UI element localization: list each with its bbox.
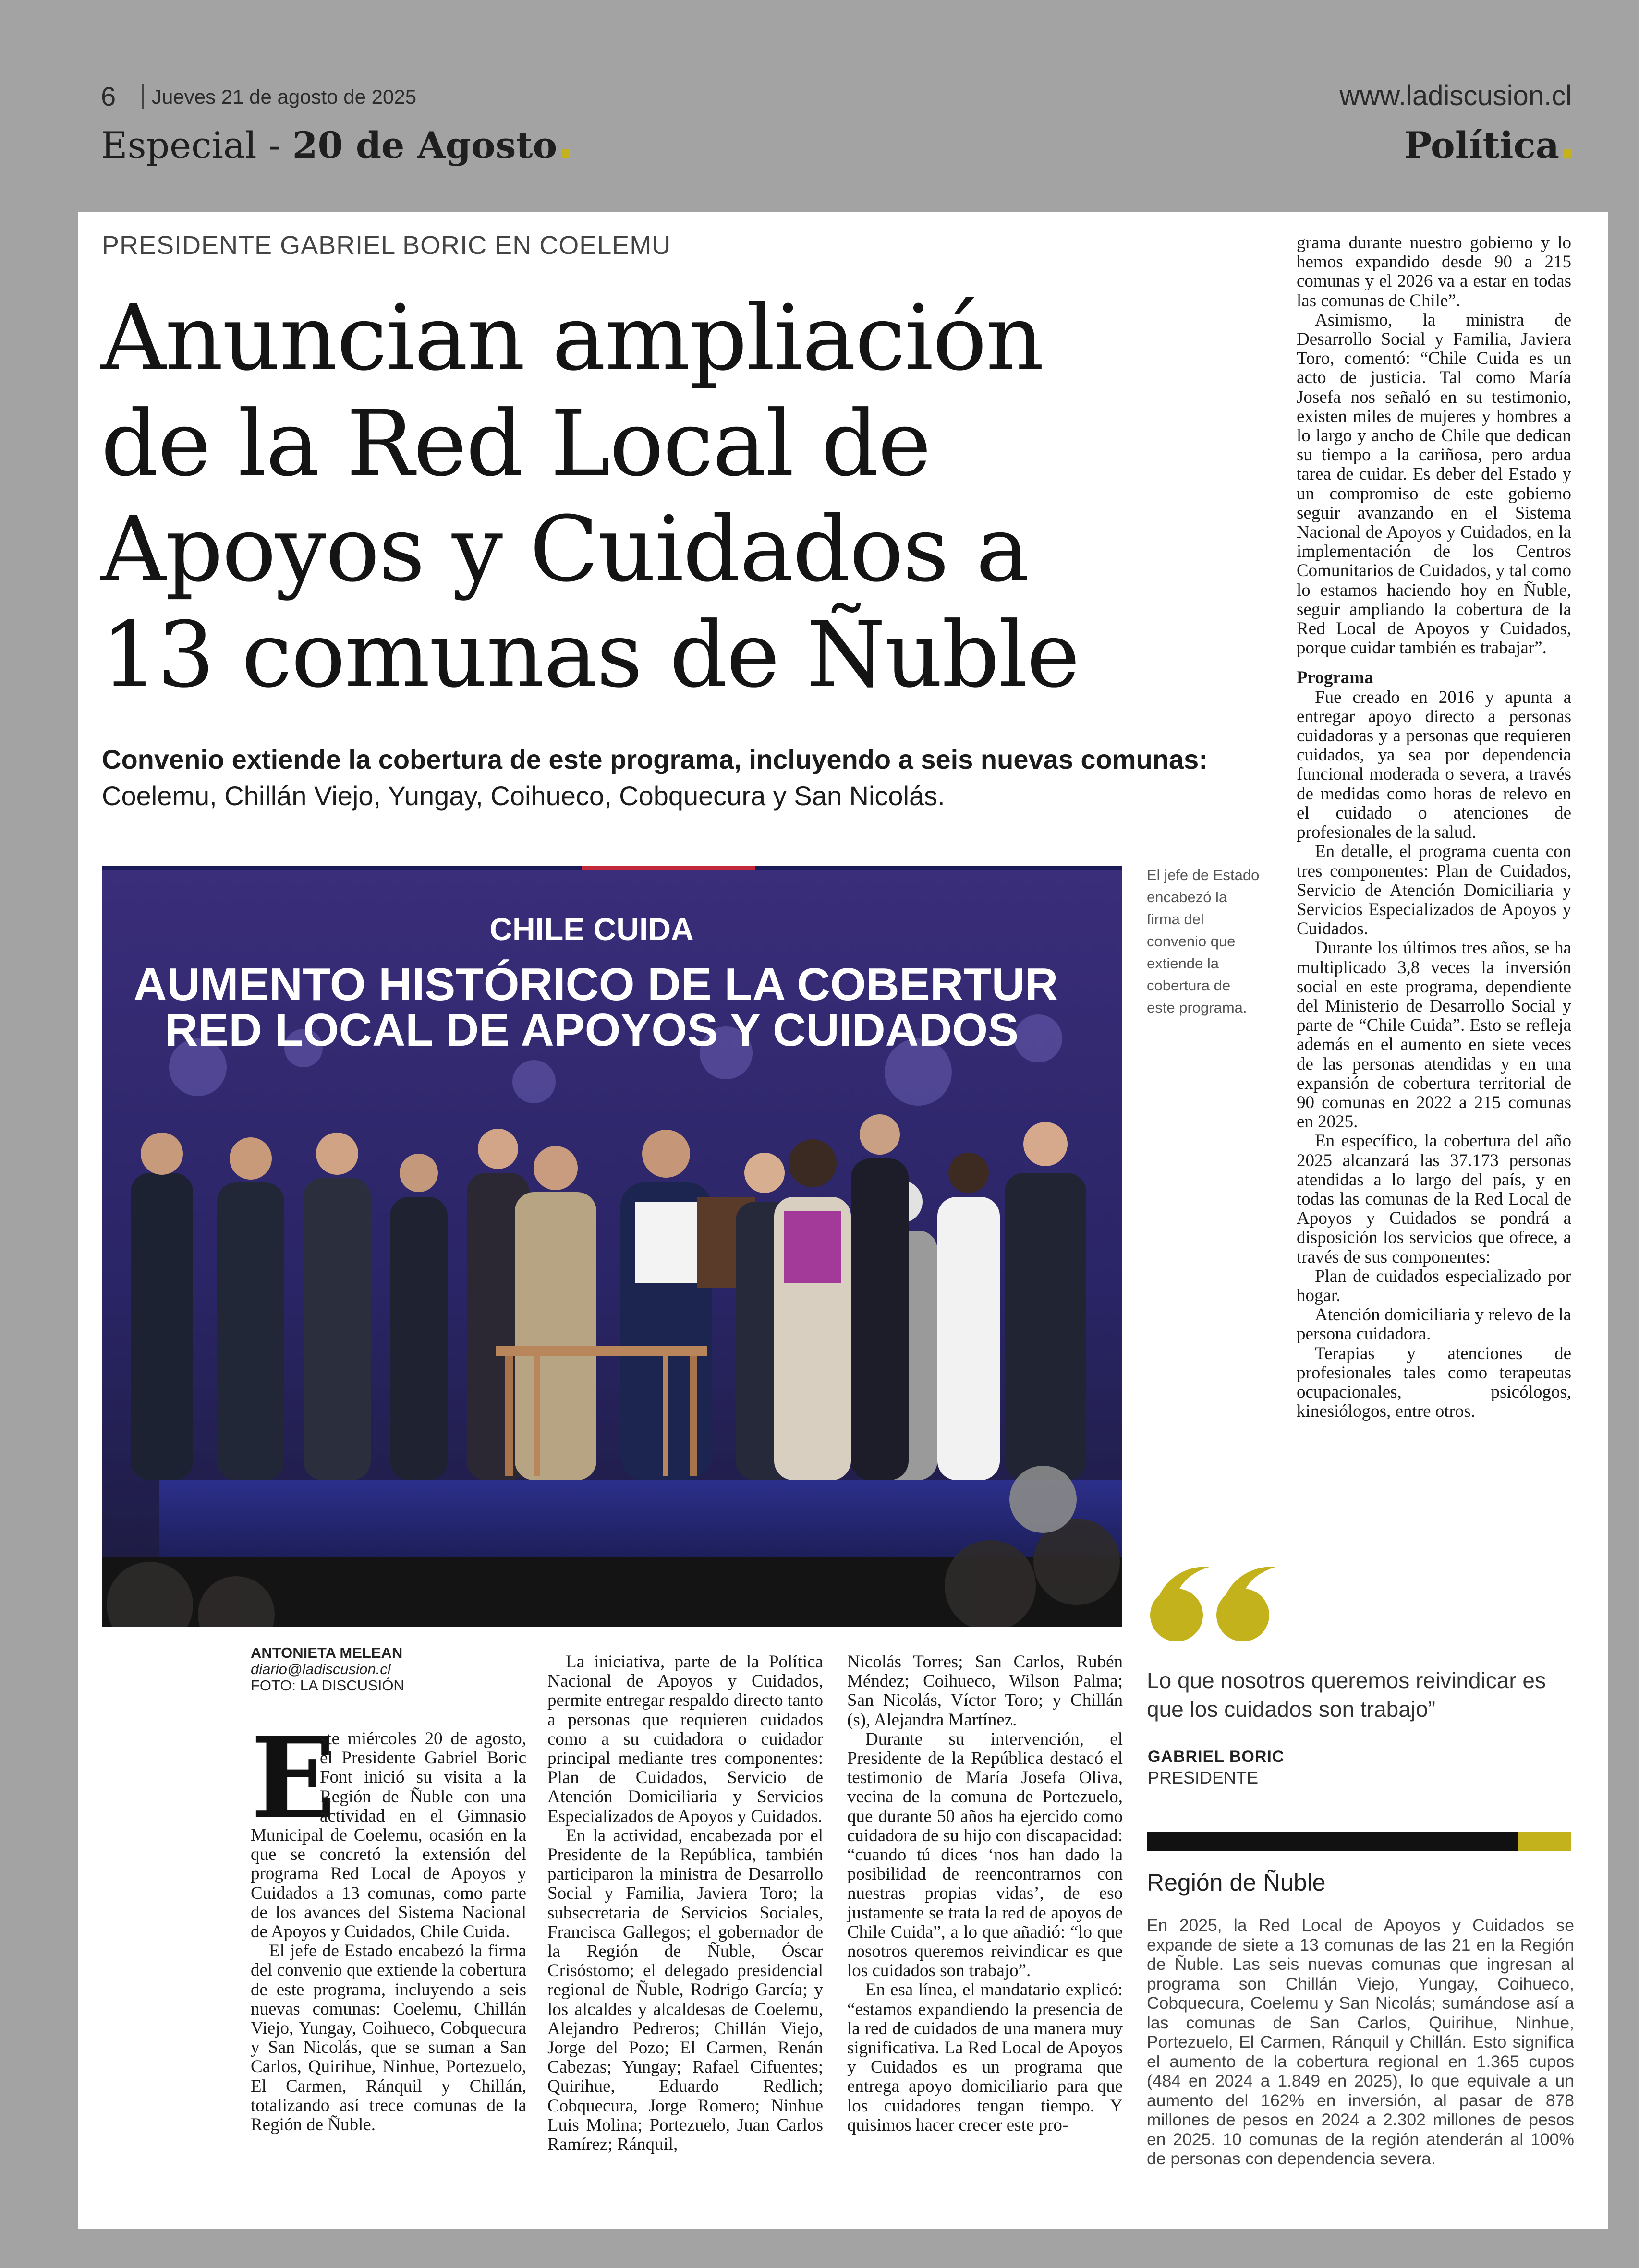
paragraph: grama durante nuestro gobierno y lo hemos expandido desde 90 a 215 comunas y el 2026 va a estar en todas las comunas de Chile”. xyxy=(1297,233,1571,311)
paragraph: E ste miércoles 20 de agosto, el Presidente Gabriel Boric Font inició su visita a la Región de Ñuble con una actividad en el Gimnasio Municipal de Coelemu, ocasión en la que se concretó la extensión del programa Red Local de Apoyos y Cuidados a 13 comunas, como parte de los avances del Sistema Nacional de Apoyos y Cuidados, Chile Cuida. xyxy=(251,1713,526,1942)
section-bold: 20 de Agosto xyxy=(292,124,558,167)
issue-date: Jueves 21 de agosto de 2025 xyxy=(152,85,417,108)
paragraph: En específico, la cobertura del año 2025 alcanzará las 37.173 personas atendidas a lo largo del país, y en todas las comunas de la Red Local de Apoyos y Cuidados se pondrá a disposición los servicios que ofrece, a través de sus componentes: xyxy=(1297,1131,1571,1267)
author-email[interactable]: diario@ladiscusion.cl xyxy=(251,1661,391,1677)
pull-quote: Lo que nosotros queremos reivindicar es que los cuidados son trabajo” xyxy=(1147,1668,1546,1722)
photo-credit: FOTO: LA DISCUSIÓN xyxy=(251,1677,404,1694)
subheading: Programa xyxy=(1297,668,1373,688)
paragraph: Durante su intervención, el Presidente de la República destacó el testimonio de María Josefa Oliva, vecina de la comuna de Portezuelo, que durante 50 años ha ejercido como cuidadora de su hijo con discapacidad: “cuando tú dices ‘nos han dado la posibilidad de reencontrarnos con nuestras propias vidas’, de eso justamente se trata la red de apoyos de Chile Cuida”, a lo que añadió: “lo que nosotros queremos reivindicar es que los cuidados son trabajo”. xyxy=(847,1729,1123,1981)
accent-dot xyxy=(561,149,570,158)
deck-rest: Coelemu, Chillán Viejo, Yungay, Coihueco, Cobquecura y San Nicolás. xyxy=(102,781,945,811)
drop-cap: E xyxy=(251,1713,336,1844)
paragraph: Plan de cuidados especializado por hogar. xyxy=(1297,1266,1571,1305)
paragraph: Nicolás Torres; San Carlos, Rubén Méndez; Coihueco, Wilson Palma; San Nicolás, Víctor Toro; y Chillán (s), Alejandra Martínez. xyxy=(847,1652,1123,1730)
paragraph: Durante los últimos tres años, se ha multiplicado 3,8 veces la inversión social en este programa, dependiente del Ministerio de Desarrollo Social y parte de “Chile Cuida”. Esto se refleja además en el aumento en siete veces de las personas atendidas y en una expansión de cobertura territorial de 90 comunas en 2022 a 215 comunas en 2025. xyxy=(1297,938,1571,1132)
paragraph: Fue creado en 2016 y apunta a entregar apoyo directo a personas cuidadoras y a personas que requieren cuidados, ya sea por dependencia funcional moderada o severa, a través de medidas como horas de relevo en el cuidado o atenciones de profesionales de la salud. xyxy=(1297,687,1571,843)
article-kicker: PRESIDENTE GABRIEL BORIC EN COELEMU xyxy=(102,231,671,260)
section-title xyxy=(101,124,570,167)
paragraph: Atención domiciliaria y relevo de la persona cuidadora. xyxy=(1297,1305,1571,1344)
box-title: Región de Ñuble xyxy=(1147,1869,1326,1896)
article-column-3 xyxy=(847,1653,1123,2135)
paragraph: El jefe de Estado encabezó la firma del convenio que extiende la cobertura de este programa, incluyendo a seis nuevas comunas: Coelemu, Chillán Viejo, Yungay, Coihueco, Cobquecura y San Nicolás, que se suman a San Carlos, Quirihue, Ninhue, Portezuelo, El Carmen, Ránquil y Chillán, totalizando así trece comunas de la Región de Ñuble. xyxy=(251,1941,526,2135)
article-deck xyxy=(102,741,1221,814)
article-photo xyxy=(102,866,1122,1627)
section-prefix: Especial - xyxy=(101,124,281,167)
paragraph: En la actividad, encabezada por el Presidente de la República, también participaron la ministra de Desarrollo Social y Familia, Javiera Toro; la subsecretaria de Servicios Sociales, Francisca Gallegos; el gobernador de la Región de Ñuble, Óscar Crisóstomo; el delegado presidencial regional de Ñuble, Rodrigo García; y los alcaldes y alcaldesas de Coelemu, Alejandro Pedreros; Chillán Viejo, Jorge del Pozo; El Carmen, Renán Cabezas; Yungay; Rafael Cifuentes; Quirihue, Eduardo Redlich; Cobquecura, Jorge Romero; Ninhue Luis Molina; Portezuelo, Juan Carlos Ramírez; Ránquil, xyxy=(547,1825,823,2155)
article-column-2 xyxy=(547,1653,823,2154)
byline xyxy=(251,1645,404,1694)
paragraph: En esa línea, el mandatario explicó: “estamos expandiendo la presencia de la red de cuidados de una manera muy significativa. La Red Local de Apoyos y Cuidados es un programa que entrega apoyo domiciliario para que los cuidadores tengan tiempo. Y quisimos hacer crecer este pro- xyxy=(847,1980,1123,2135)
banner-line-2: AUMENTO HISTÓRICO DE LA COBERTUR xyxy=(134,959,1058,1010)
paragraph: Asimismo, la ministra de Desarrollo Social y Familia, Javiera Toro, comentó: “Chile Cuida es un acto de justicia. Tal como María Josefa nos señaló en su testimonio, existen miles de mujeres y hombres a lo largo y ancho de Chile que dedican su tiempo a la cariñosa, pero ardua tarea de cuidar. Es deber del Estado y un compromiso de este gobierno seguir avanzando en el Sistema Nacional de Apoyos y Cuidados, en la implementación de los Centros Comunitarios de Cuidados, y tal como lo estamos haciendo hoy en Ñuble, seguir ampliando la cobertura de la Red Local de Apoyos y Cuidados, porque cuidar también es trabajar”. xyxy=(1297,310,1571,658)
banner-line-3: RED LOCAL DE APOYOS Y CUIDADOS xyxy=(164,1004,1019,1056)
banner-line-1: CHILE CUIDA xyxy=(489,911,694,947)
author-name: ANTONIETA MELEAN xyxy=(251,1644,403,1661)
header-divider xyxy=(142,84,144,109)
article-column-4 xyxy=(1297,233,1571,1421)
photo-illustration xyxy=(102,866,1122,1627)
quote-marks-icon xyxy=(1147,1562,1281,1646)
box-divider-black xyxy=(1147,1832,1518,1851)
accent-dot xyxy=(1563,149,1572,158)
category-label: Política xyxy=(1404,124,1559,167)
box-divider-accent xyxy=(1518,1832,1571,1851)
quote-author: GABRIEL BORIC xyxy=(1148,1748,1285,1766)
page-number: 6 xyxy=(101,81,116,111)
article-headline: Anuncian ampliación de la Red Local de Apoyos y Cuidados a 13 comunas de Ñuble xyxy=(101,286,1079,708)
paragraph: Terapias y atenciones de profesionales tales como terapeutas ocupacionales, psicólogos, kinesiólogos, entre otros. xyxy=(1297,1343,1571,1422)
article-column-1 xyxy=(251,1713,526,2135)
quote-role: PRESIDENTE xyxy=(1148,1768,1259,1787)
paragraph: En detalle, el programa cuenta con tres componentes: Plan de Cuidados, Servicio de Atención Domiciliaria y Servicios Especializados de Apoyos y Cuidados. xyxy=(1297,842,1571,939)
deck-bold: Convenio extiende la cobertura de este programa, incluyendo a seis nuevas comunas: xyxy=(102,744,1208,774)
website-link[interactable]: www.ladiscusion.cl xyxy=(1339,80,1572,111)
category-title xyxy=(1404,124,1572,167)
photo-caption: El jefe de Estado encabezó la firma del convenio que extiende la cobertura de este programa. xyxy=(1147,867,1260,1016)
paragraph: La iniciativa, parte de la Política Nacional de Apoyos y Cuidados, permite entregar respaldo directo tanto a personas que requieren cuidados como a su cuidadora o cuidador principal mediante tres componentes: Plan de Cuidados, Servicio de Atención Domiciliaria y Servicios Especializados de Apoyos y Cuidados. xyxy=(547,1652,823,1826)
box-body: En 2025, la Red Local de Apoyos y Cuidados se expande de siete a 13 comunas de las 21 en la Región de Ñuble. Las seis nuevas comunas que ingresan al programa son Chillán Viejo, Yungay, Coihueco, Cobquecura, Coelemu y San Nicolás; sumándose así a las comunas de San Carlos, Quirihue, Ninhue, Portezuelo, El Carmen, Ránquil y Chillán. Esto significa el aumento de la cobertura regional en 1.365 cupos (484 en 2024 a 1.849 en 2025), lo que equivale a un aumento del 162% en inversión, al pasar de 878 millones de pesos en 2024 a 2.302 millones de pesos en 2025. 10 comunas de la región atenderán al 100% de personas con dependencia severa. xyxy=(1147,1916,1574,2168)
